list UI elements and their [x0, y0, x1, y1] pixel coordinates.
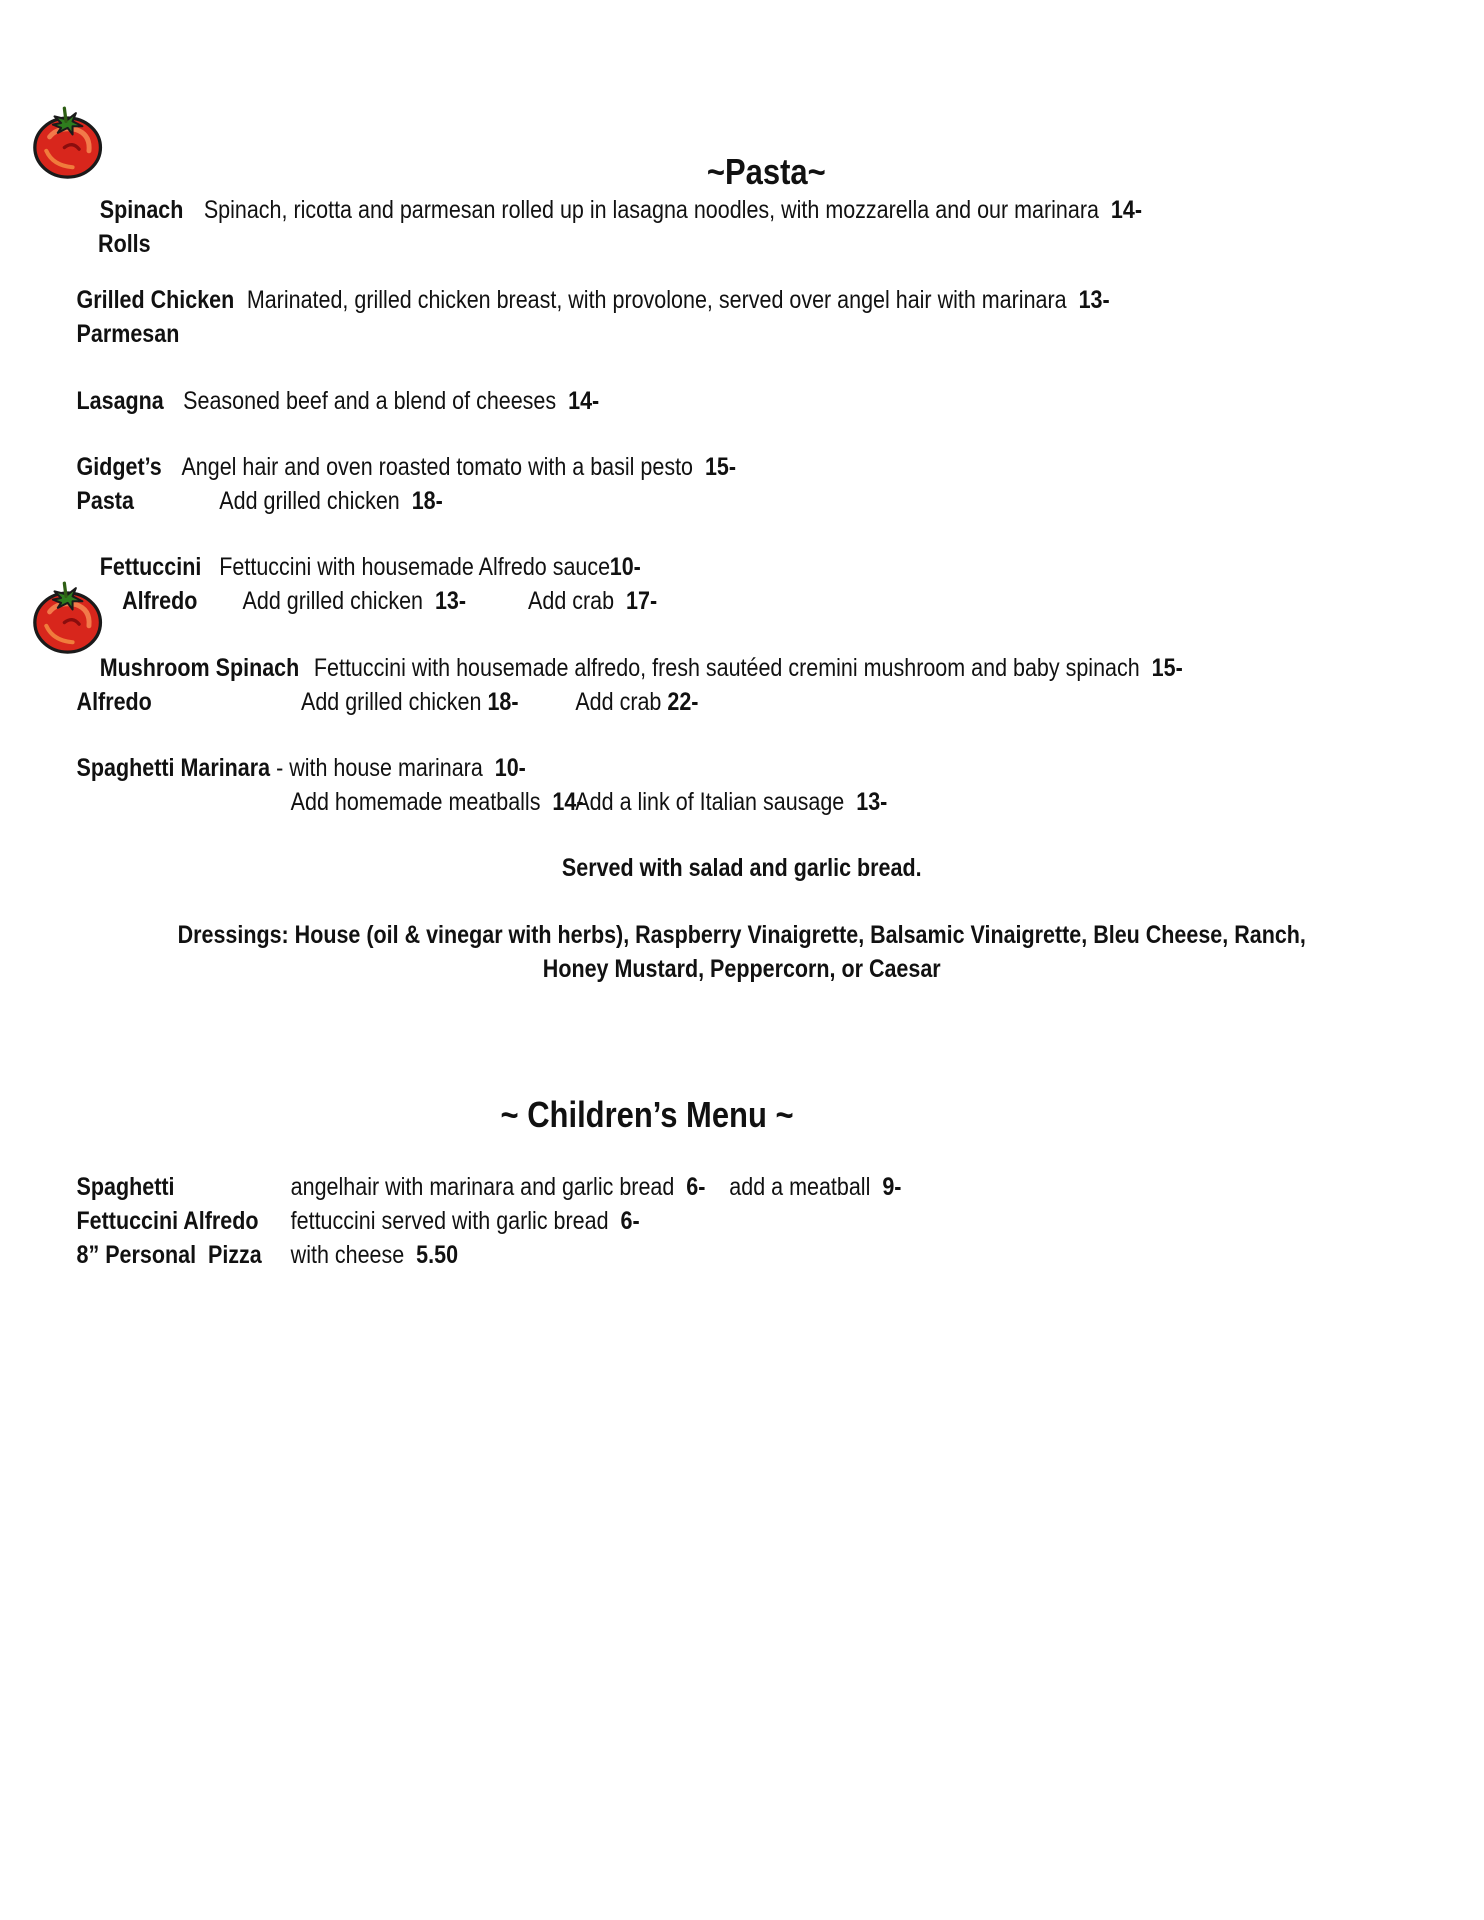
item-name: Parmesan	[76, 320, 180, 348]
item-name: Spinach	[99, 196, 184, 224]
item-name: Spaghetti	[76, 1173, 175, 1201]
addon-label: Add a link of Italian sausage	[575, 788, 845, 816]
item-name: Spaghetti Marinara	[76, 754, 271, 782]
served-with-note: Served with salad and garlic bread.	[561, 854, 922, 882]
addon-price: 9-	[882, 1173, 902, 1201]
addon-price: 22-	[667, 688, 699, 716]
addon-price: 17-	[626, 587, 658, 615]
item-description: Angel hair and oven roasted tomato with a basil pesto	[181, 453, 693, 481]
item-price: 13-	[1078, 286, 1110, 314]
item-name: Alfredo	[76, 688, 152, 716]
dressings-line-2: Honey Mustard, Peppercorn, or Caesar	[542, 955, 941, 983]
addon-price: 13-	[856, 788, 888, 816]
addon-label: add a meatball	[729, 1173, 871, 1201]
addon-price: 18-	[411, 487, 443, 515]
item-price: 10-	[494, 754, 526, 782]
addon-price: 14-	[552, 788, 584, 816]
item-price: 14-	[1110, 196, 1143, 224]
addon-label: Add grilled chicken	[301, 688, 482, 716]
childrens-menu-title: ~ Children’s Menu ~	[500, 1094, 794, 1135]
item-description: Seasoned beef and a blend of cheeses	[183, 387, 557, 415]
item-price: 15-	[704, 453, 737, 481]
item-description: Fettuccini with housemade Alfredo sauce	[219, 553, 611, 581]
item-description: with cheese	[290, 1241, 405, 1269]
item-description: Fettuccini with housemade alfredo, fresh sautéed cremini mushroom and baby spinach	[313, 654, 1140, 682]
addon-label: Add grilled chicken	[219, 487, 400, 515]
item-name: Mushroom Spinach	[99, 654, 300, 682]
item-description: Spinach, ricotta and parmesan rolled up in lasagna noodles, with mozzarella and our marinara	[203, 196, 1099, 224]
item-name: Pasta	[76, 487, 134, 515]
dressings-line-1: Dressings: House (oil & vinegar with herbs), Raspberry Vinaigrette, Balsamic Vinaigrette, Bleu Cheese, Ranch,	[177, 921, 1306, 949]
item-price: 5.50	[416, 1241, 459, 1269]
addon-price: 18-	[487, 688, 519, 716]
addon-label: Add homemade meatballs	[290, 788, 541, 816]
addon-label: Add grilled chicken	[242, 587, 423, 615]
item-name: 8” Personal Pizza	[76, 1241, 262, 1269]
item-price: 6-	[620, 1207, 640, 1235]
item-description: Marinated, grilled chicken breast, with provolone, served over angel hair with marinara	[246, 286, 1067, 314]
item-name: Fettuccini	[99, 553, 202, 581]
item-price: 10-	[609, 553, 641, 581]
item-description: - with house marinara	[270, 754, 483, 782]
addon-price: 13-	[434, 587, 467, 615]
item-name: Fettuccini Alfredo	[76, 1207, 259, 1235]
addon-label: Add crab	[528, 587, 615, 615]
item-description: fettuccini served with garlic bread	[290, 1207, 609, 1235]
item-name: Grilled Chicken	[76, 286, 235, 314]
item-name: Rolls	[98, 230, 151, 258]
item-name: Gidget’s	[76, 453, 162, 481]
item-price: 14-	[568, 387, 600, 415]
addon-label: Add crab	[575, 688, 662, 716]
item-price: 15-	[1151, 654, 1183, 682]
item-price: 6-	[686, 1173, 706, 1201]
pasta-title: ~Pasta~	[706, 151, 826, 192]
item-name: Alfredo	[122, 587, 198, 615]
item-name: Lasagna	[76, 387, 164, 415]
item-description: angelhair with marinara and garlic bread	[290, 1173, 675, 1201]
